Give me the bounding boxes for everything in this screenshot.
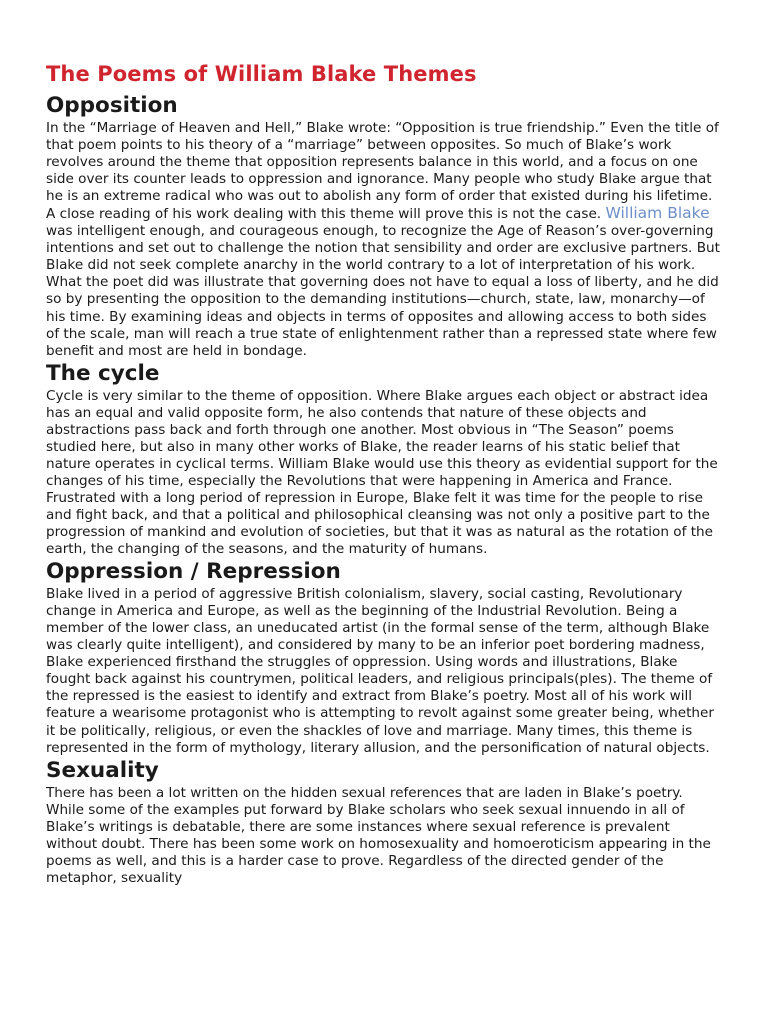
- document-title: The Poems of William Blake Themes: [46, 62, 477, 86]
- william-blake-link[interactable]: William Blake: [605, 204, 710, 223]
- section-body-sexuality: There has been a lot written on the hidden sexual references that are laden in Blake’s poetry. While some of the examples put forward by Blake scholars who seek sexual innuendo in all of Blake’s writings is debatable, there are some instances where sexual reference is prevalent without doubt. There has been some work on homosexuality and homoeroticism appearing in the poems as well, and this is a harder case to prove. Regardless of the directed gender of the metaphor, sexuality: [46, 784, 711, 886]
- section-body-opposition: [46, 120, 722, 360]
- document-page: [46, 60, 722, 887]
- section-body-cycle: Cycle is very similar to the theme of opposition. Where Blake argues each object or abstract idea has an equal and valid opposite form, he also contends that nature of these objects and abstractions pass back and forth through one another. Most obvious in “The Season” poems studied here, but also in many other works of Blake, the reader learns of his static belief that nature operates in cyclical terms. William Blake would use this theory as evidential support for the changes of his time, especially the Revolutions that were happening in America and France. Frustrated with a long period of repression in Europe, Blake felt it was time for the people to rise and fight back, and that a political and philosophical cleansing was not only a positive part to the progression of mankind and evolution of societies, but that it was as natural as the rotation of the earth, the changing of the seasons, and the maturity of humans.: [46, 387, 718, 558]
- section-oppression: [46, 558, 722, 756]
- section-heading-oppression: Oppression / Repression: [46, 559, 341, 585]
- section-heading-cycle: The cycle: [46, 360, 160, 386]
- section-opposition: [46, 92, 722, 360]
- section-cycle: [46, 360, 722, 558]
- section-sexuality: [46, 757, 722, 887]
- section-body-oppression: Blake lived in a period of aggressive British colonialism, slavery, social casting, Revolutionary change in America and Europe, as well as the beginning of the Industrial Revolution. Being a member of the lower class, an uneducated artist (in the formal sense of the term, although Blake was clearly quite intelligent), and considered by many to be an inferior poet bordering madness, Blake experienced firsthand the struggles of oppression. Using words and illustrations, Blake fought back against his countrymen, political leaders, and religious principals(ples). The theme of the repressed is the easiest to identify and extract from Blake’s poetry. Most all of his work will feature a wearisome protagonist who is attempting to revolt against some greater being, whether it be politically, religious, or even the shackles of love and marriage. Many times, this theme is represented in the form of mythology, literary allusion, and the personification of natural objects.: [46, 586, 714, 756]
- section-heading-opposition: Opposition: [46, 93, 178, 118]
- body-text-before-link: In the “Marriage of Heaven and Hell,” Blake wrote: “Opposition is true friendship.” Even the title of that poem points to his theory of a “marriage” between opposites. So much of Blake’s work revolves around the theme that opposition represents balance in this world, and a focus on one side over its counter leads to oppression and ignorance. Many people who study Blake argue that he is an extreme radical who was out to abolish any form of order that existed during his lifetime. A close reading of his work dealing with this theme will prove this is not the case.: [46, 120, 719, 223]
- section-heading-sexuality: Sexuality: [46, 757, 159, 783]
- body-text-after-link: was intelligent enough, and courageous enough, to recognize the Age of Reason’s over-governing intentions and set out to challenge the notion that sensibility and order are exclusive partners. But Blake did not seek complete anarchy in the world contrary to a lot of interpretation of his work. What the poet did was illustrate that governing does not have to equal a loss of liberty, and he did so by presenting the opposition to the demanding institutions—church, state, law, monarchy—of his time. By examining ideas and objects in terms of opposites and allowing access to both sides of the scale, man will reach a true state of enlightenment rather than a repressed state where few benefit and most are held in bondage.: [46, 223, 720, 359]
